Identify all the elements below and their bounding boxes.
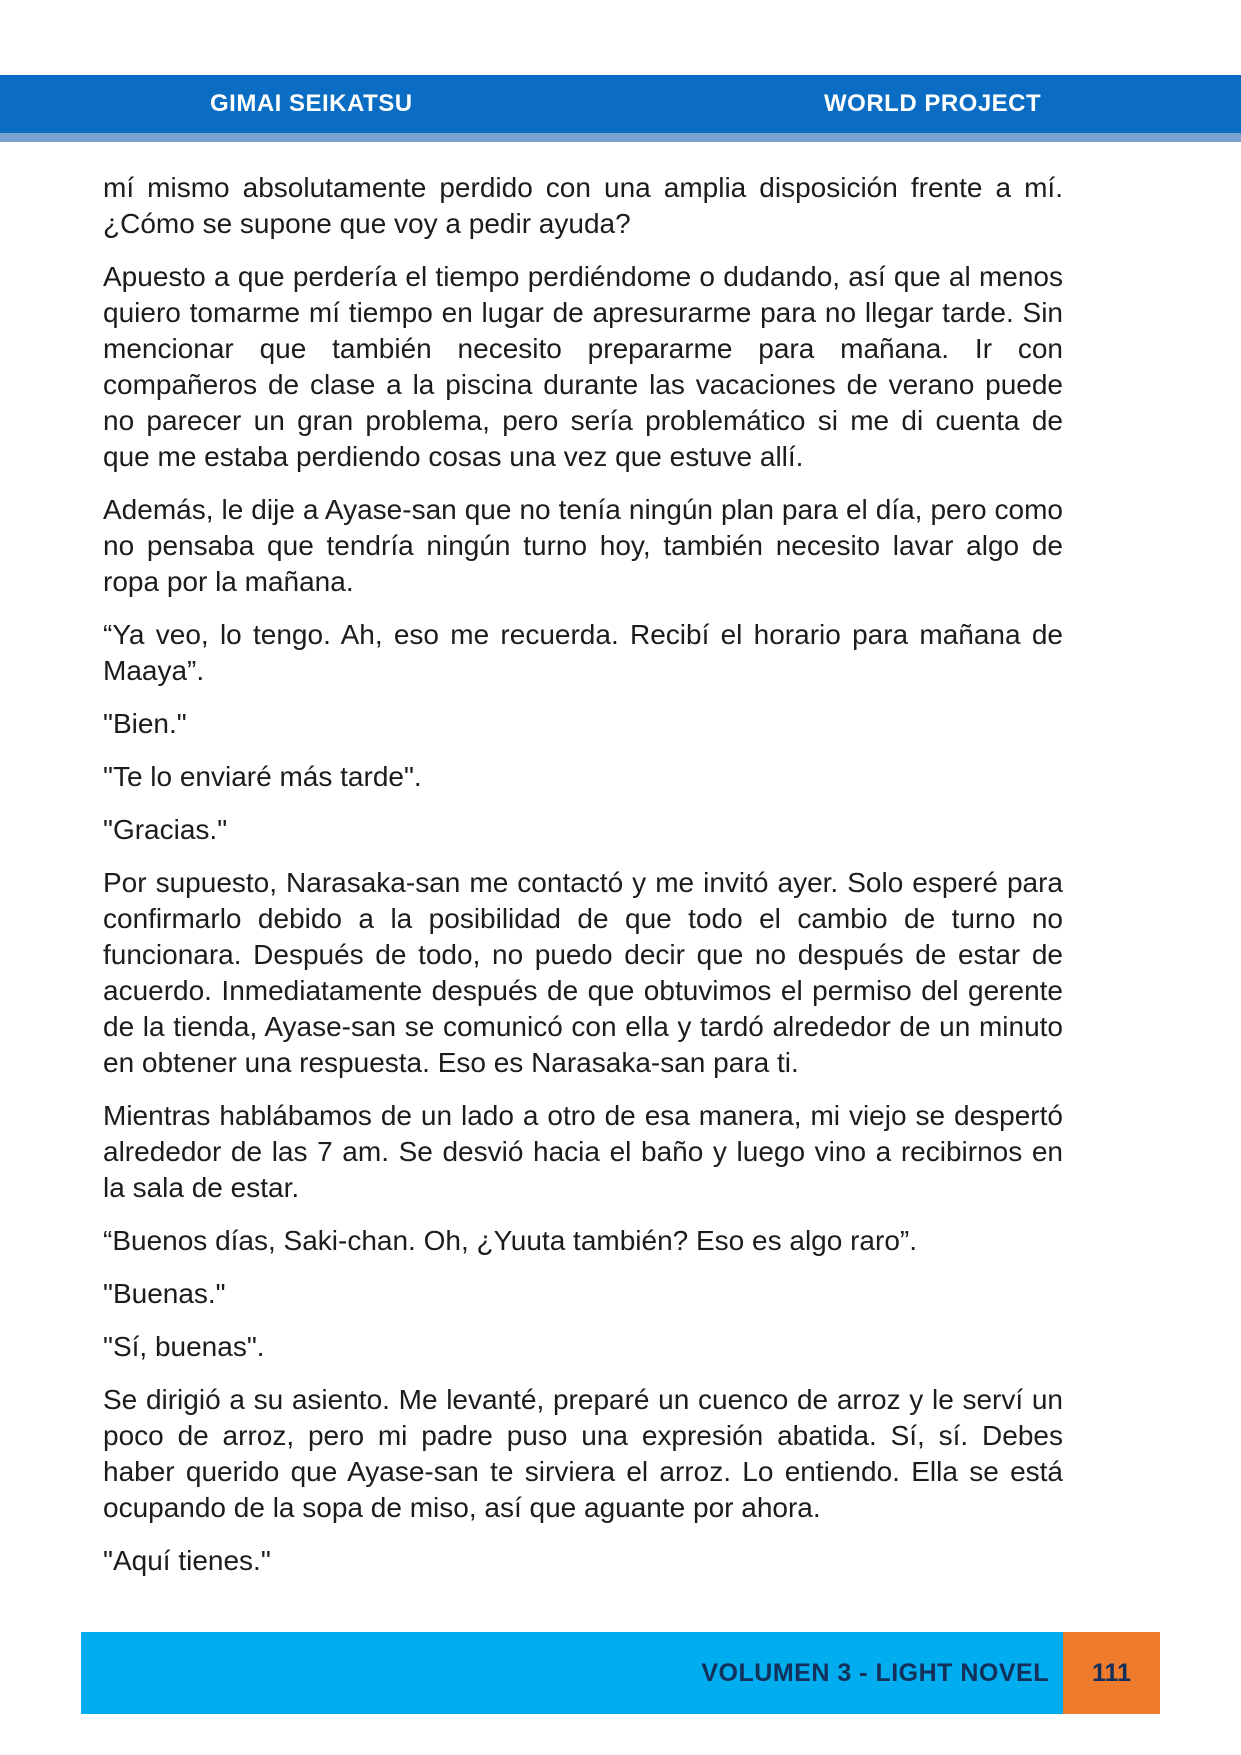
page-number: 111 xyxy=(1092,1659,1131,1687)
header-series-title: GIMAI SEIKATSU xyxy=(210,90,413,117)
paragraph: "Sí, buenas". xyxy=(103,1331,265,1362)
paragraph: "Bien." xyxy=(103,708,187,739)
paragraph: “Buenos días, Saki-chan. Oh, ¿Yuuta también? Eso es algo raro”. xyxy=(103,1225,917,1256)
paragraph: "Te lo enviaré más tarde". xyxy=(103,761,422,792)
paragraph: Mientras hablábamos de un lado a otro de esa manera, mi viejo se despertó alrededor de las 7 am. Se desvió hacia el baño y luego vino a recibirnos en la sala de estar. xyxy=(103,1100,1063,1203)
paragraph: Se dirigió a su asiento. Me levanté, preparé un cuenco de arroz y le serví un poco de arroz, pero mi padre puso una expresión abatida. Sí, sí. Debes haber querido que Ayase-san te sirviera el arroz. Lo entiendo. Ella se está ocupando de la sopa de miso, así que aguante por ahora. xyxy=(103,1384,1063,1523)
header-underline xyxy=(0,133,1241,142)
page-body xyxy=(103,170,1063,1596)
footer-volume-label: VOLUMEN 3 - LIGHT NOVEL xyxy=(701,1659,1049,1687)
paragraph: "Gracias." xyxy=(103,814,228,845)
paragraph: Apuesto a que perdería el tiempo perdiéndome o dudando, así que al menos quiero tomarme mí tiempo en lugar de apresurarme para no llegar tarde. Sin mencionar que también necesito prepararme para mañana. Ir con compañeros de clase a la piscina durante las vacaciones de verano puede no parecer un gran problema, pero sería problemático si me di cuenta de que me estaba perdiendo cosas una vez que estuve allí. xyxy=(103,261,1063,472)
paragraph: Por supuesto, Narasaka-san me contactó y me invitó ayer. Solo esperé para confirmarlo debido a la posibilidad de que todo el cambio de turno no funcionara. Después de todo, no puedo decir que no después de estar de acuerdo. Inmediatamente después de que obtuvimos el permiso del gerente de la tienda, Ayase-san se comunicó con ella y tardó alrededor de un minuto en obtener una respuesta. Eso es Narasaka-san para ti. xyxy=(103,867,1063,1078)
paragraph: mí mismo absolutamente perdido con una amplia disposición frente a mí. ¿Cómo se supone que voy a pedir ayuda? xyxy=(103,172,1063,239)
paragraph: "Buenas." xyxy=(103,1278,226,1309)
header-group-name: WORLD PROJECT xyxy=(824,90,1042,117)
paragraph: Además, le dije a Ayase-san que no tenía ningún plan para el día, pero como no pensaba que tendría ningún turno hoy, también necesito lavar algo de ropa por la mañana. xyxy=(103,494,1063,597)
paragraph: "Aquí tienes." xyxy=(103,1545,271,1576)
header-bar xyxy=(0,75,1241,133)
paragraph: “Ya veo, lo tengo. Ah, eso me recuerda. Recibí el horario para mañana de Maaya”. xyxy=(103,619,1063,686)
